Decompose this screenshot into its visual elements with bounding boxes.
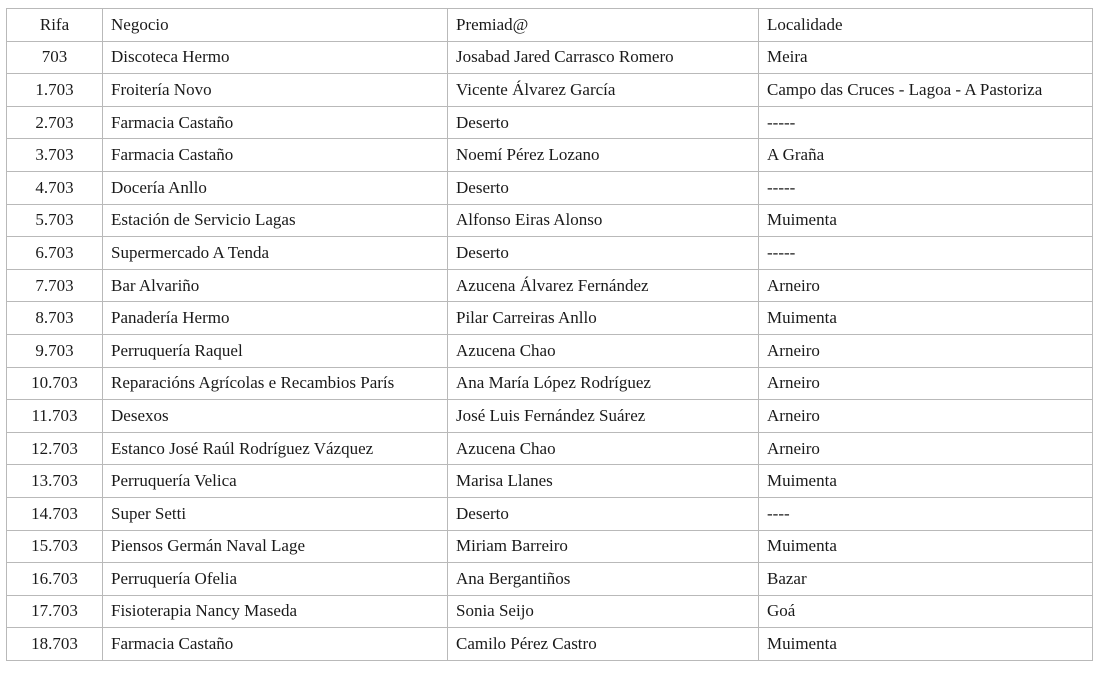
cell-premiado: Sonia Seijo xyxy=(448,595,759,628)
table-row xyxy=(7,41,1093,74)
table-row xyxy=(7,302,1093,335)
cell-premiado: Ana Bergantiños xyxy=(448,563,759,596)
cell-premiado: Miriam Barreiro xyxy=(448,530,759,563)
table-body xyxy=(7,41,1093,660)
table-row xyxy=(7,334,1093,367)
cell-premiado: Azucena Chao xyxy=(448,432,759,465)
cell-rifa: 15.703 xyxy=(7,530,103,563)
cell-rifa: 703 xyxy=(7,41,103,74)
table-row xyxy=(7,563,1093,596)
table-row xyxy=(7,171,1093,204)
cell-localidade: ---- xyxy=(759,497,1093,530)
table-row xyxy=(7,106,1093,139)
cell-negocio: Perruquería Velica xyxy=(103,465,448,498)
cell-localidade: Arneiro xyxy=(759,432,1093,465)
cell-negocio: Estación de Servicio Lagas xyxy=(103,204,448,237)
cell-rifa: 3.703 xyxy=(7,139,103,172)
cell-premiado: Marisa Llanes xyxy=(448,465,759,498)
cell-negocio: Panadería Hermo xyxy=(103,302,448,335)
cell-rifa: 8.703 xyxy=(7,302,103,335)
cell-premiado: Josabad Jared Carrasco Romero xyxy=(448,41,759,74)
raffle-results-table xyxy=(6,8,1093,661)
cell-premiado: José Luis Fernández Suárez xyxy=(448,400,759,433)
table-header-row xyxy=(7,9,1093,42)
cell-localidade: ----- xyxy=(759,171,1093,204)
cell-localidade: ----- xyxy=(759,106,1093,139)
cell-localidade: Bazar xyxy=(759,563,1093,596)
header-rifa: Rifa xyxy=(7,9,103,42)
cell-localidade: Muimenta xyxy=(759,302,1093,335)
table-row xyxy=(7,204,1093,237)
cell-negocio: Fisioterapia Nancy Maseda xyxy=(103,595,448,628)
cell-negocio: Docería Anllo xyxy=(103,171,448,204)
table-row xyxy=(7,497,1093,530)
cell-premiado: Noemí Pérez Lozano xyxy=(448,139,759,172)
table-row xyxy=(7,139,1093,172)
cell-rifa: 12.703 xyxy=(7,432,103,465)
cell-rifa: 9.703 xyxy=(7,334,103,367)
table-row xyxy=(7,269,1093,302)
cell-rifa: 11.703 xyxy=(7,400,103,433)
cell-rifa: 5.703 xyxy=(7,204,103,237)
cell-negocio: Froitería Novo xyxy=(103,74,448,107)
cell-localidade: Campo das Cruces - Lagoa - A Pastoriza xyxy=(759,74,1093,107)
cell-rifa: 7.703 xyxy=(7,269,103,302)
cell-rifa: 10.703 xyxy=(7,367,103,400)
raffle-results-sheet xyxy=(6,8,1093,661)
cell-premiado: Deserto xyxy=(448,106,759,139)
cell-rifa: 13.703 xyxy=(7,465,103,498)
table-row xyxy=(7,74,1093,107)
cell-localidade: Arneiro xyxy=(759,334,1093,367)
cell-negocio: Reparacións Agrícolas e Recambios París xyxy=(103,367,448,400)
header-premiado: Premiad@ xyxy=(448,9,759,42)
cell-rifa: 14.703 xyxy=(7,497,103,530)
cell-localidade: Muimenta xyxy=(759,204,1093,237)
cell-localidade: Meira xyxy=(759,41,1093,74)
table-row xyxy=(7,595,1093,628)
table-row xyxy=(7,237,1093,270)
cell-localidade: Muimenta xyxy=(759,530,1093,563)
cell-premiado: Azucena Chao xyxy=(448,334,759,367)
cell-negocio: Super Setti xyxy=(103,497,448,530)
table-row xyxy=(7,465,1093,498)
cell-localidade: Arneiro xyxy=(759,400,1093,433)
cell-rifa: 4.703 xyxy=(7,171,103,204)
cell-localidade: ----- xyxy=(759,237,1093,270)
cell-localidade: Arneiro xyxy=(759,269,1093,302)
cell-rifa: 1.703 xyxy=(7,74,103,107)
cell-negocio: Piensos Germán Naval Lage xyxy=(103,530,448,563)
cell-negocio: Discoteca Hermo xyxy=(103,41,448,74)
cell-negocio: Estanco José Raúl Rodríguez Vázquez xyxy=(103,432,448,465)
cell-rifa: 18.703 xyxy=(7,628,103,661)
table-row xyxy=(7,400,1093,433)
cell-premiado: Alfonso Eiras Alonso xyxy=(448,204,759,237)
cell-negocio: Supermercado A Tenda xyxy=(103,237,448,270)
cell-premiado: Pilar Carreiras Anllo xyxy=(448,302,759,335)
cell-negocio: Perruquería Ofelia xyxy=(103,563,448,596)
cell-premiado: Ana María López Rodríguez xyxy=(448,367,759,400)
cell-rifa: 6.703 xyxy=(7,237,103,270)
cell-localidade: Goá xyxy=(759,595,1093,628)
cell-localidade: Muimenta xyxy=(759,628,1093,661)
cell-rifa: 16.703 xyxy=(7,563,103,596)
cell-rifa: 17.703 xyxy=(7,595,103,628)
table-row xyxy=(7,628,1093,661)
table-row xyxy=(7,367,1093,400)
cell-localidade: A Graña xyxy=(759,139,1093,172)
cell-negocio: Farmacia Castaño xyxy=(103,139,448,172)
header-negocio: Negocio xyxy=(103,9,448,42)
cell-negocio: Farmacia Castaño xyxy=(103,628,448,661)
header-localidade: Localidade xyxy=(759,9,1093,42)
cell-negocio: Bar Alvariño xyxy=(103,269,448,302)
cell-negocio: Desexos xyxy=(103,400,448,433)
cell-rifa: 2.703 xyxy=(7,106,103,139)
cell-negocio: Farmacia Castaño xyxy=(103,106,448,139)
cell-premiado: Azucena Álvarez Fernández xyxy=(448,269,759,302)
cell-negocio: Perruquería Raquel xyxy=(103,334,448,367)
cell-premiado: Deserto xyxy=(448,497,759,530)
cell-premiado: Deserto xyxy=(448,171,759,204)
cell-localidade: Arneiro xyxy=(759,367,1093,400)
cell-localidade: Muimenta xyxy=(759,465,1093,498)
cell-premiado: Deserto xyxy=(448,237,759,270)
cell-premiado: Camilo Pérez Castro xyxy=(448,628,759,661)
table-row xyxy=(7,530,1093,563)
table-row xyxy=(7,432,1093,465)
cell-premiado: Vicente Álvarez García xyxy=(448,74,759,107)
